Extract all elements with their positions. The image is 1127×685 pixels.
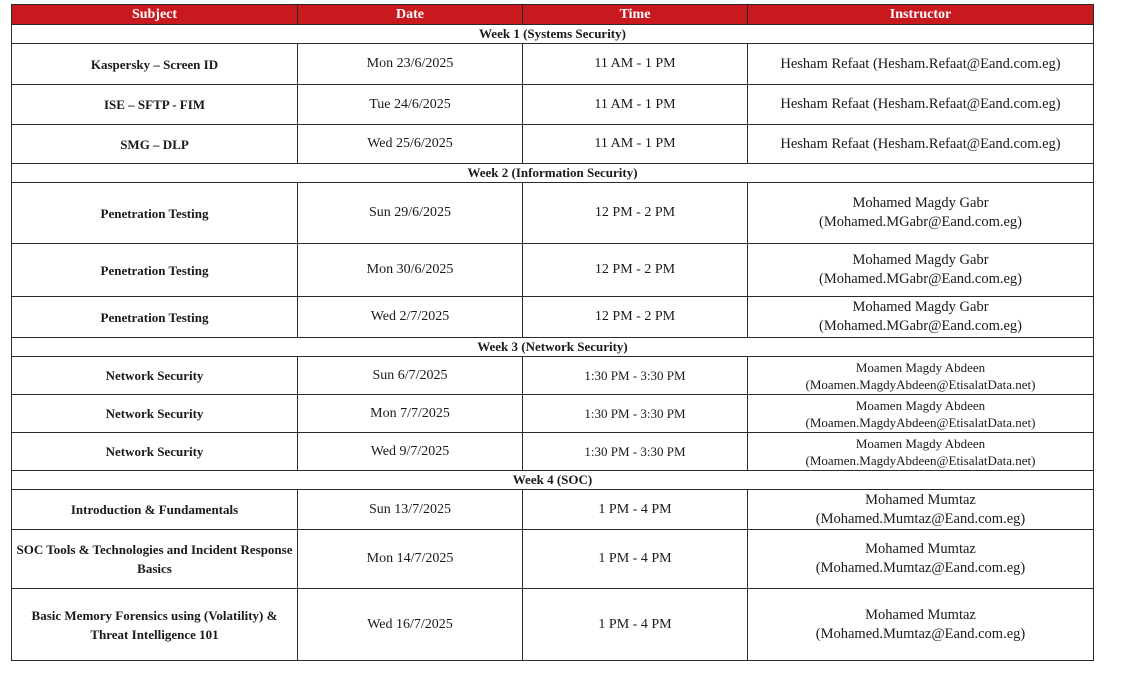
header-row [12,5,1094,25]
table-row [12,395,1094,433]
date-cell: Mon 23/6/2025 [298,44,523,85]
week-header-row [12,338,1094,357]
time-cell: 1 PM - 4 PM [523,530,748,589]
instructor-email: (Mohamed.Mumtaz@Eand.com.eg) [815,625,1026,642]
time-cell: 12 PM - 2 PM [523,297,748,338]
instructor-email: (Mohamed.Mumtaz@Eand.com.eg) [815,510,1026,527]
subject-cell: Introduction & Fundamentals [12,490,298,530]
subject-cell: Network Security [12,357,298,395]
table-row [12,589,1094,661]
instructor-cell: Hesham Refaat (Hesham.Refaat@Eand.com.eg) [748,44,1094,85]
week-title: Week 1 (Systems Security) [12,25,1094,44]
table-row [12,85,1094,125]
subject-cell: SOC Tools & Technologies and Incident Response Basics [12,530,298,589]
date-cell: Sun 6/7/2025 [298,357,523,395]
instructor-name: Mohamed Magdy Gabr [852,252,989,268]
instructor-name: Moamen Magdy Abdeen [855,435,986,451]
week-title: Week 3 (Network Security) [12,338,1094,357]
instructor-name: Mohamed Magdy Gabr [852,299,989,315]
table-row [12,297,1094,338]
time-cell: 1 PM - 4 PM [523,490,748,530]
date-cell: Tue 24/6/2025 [298,85,523,125]
table-row [12,125,1094,164]
instructor-name: Moamen Magdy Abdeen [855,359,986,375]
header-time: Time [523,5,748,25]
time-cell: 12 PM - 2 PM [523,244,748,297]
subject-cell: ISE – SFTP - FIM [12,85,298,125]
instructor-cell [748,357,1094,395]
time-cell: 12 PM - 2 PM [523,183,748,244]
instructor-cell [748,244,1094,297]
date-cell: Wed 16/7/2025 [298,589,523,661]
time-cell: 11 AM - 1 PM [523,85,748,125]
table-row [12,433,1094,471]
table-row [12,490,1094,530]
week-header-row [12,164,1094,183]
header-date: Date [298,5,523,25]
header-subject: Subject [12,5,298,25]
table-row [12,183,1094,244]
date-cell: Wed 2/7/2025 [298,297,523,338]
instructor-cell [748,183,1094,244]
instructor-cell [748,395,1094,433]
date-cell: Mon 30/6/2025 [298,244,523,297]
time-cell: 11 AM - 1 PM [523,125,748,164]
week-title: Week 2 (Information Security) [12,164,1094,183]
instructor-cell: Hesham Refaat (Hesham.Refaat@Eand.com.eg) [748,125,1094,164]
time-cell: 1 PM - 4 PM [523,589,748,661]
instructor-cell: Hesham Refaat (Hesham.Refaat@Eand.com.eg) [748,85,1094,125]
instructor-cell [748,490,1094,530]
subject-cell: SMG – DLP [12,125,298,164]
subject-cell: Penetration Testing [12,244,298,297]
date-cell: Mon 14/7/2025 [298,530,523,589]
instructor-name: Mohamed Mumtaz [865,606,976,623]
week-header-row [12,471,1094,490]
subject-cell: Network Security [12,433,298,471]
instructor-email: (Mohamed.MGabr@Eand.com.eg) [819,214,1022,230]
date-cell: Wed 9/7/2025 [298,433,523,471]
table-row [12,44,1094,85]
table-row [12,244,1094,297]
header-instructor: Instructor [748,5,1094,25]
instructor-cell [748,589,1094,661]
instructor-email: (Mohamed.Mumtaz@Eand.com.eg) [815,560,1026,576]
instructor-email: (Moamen.MagdyAbdeen@EtisalatData.net) [805,376,1036,392]
subject-cell: Penetration Testing [12,183,298,244]
week-title: Week 4 (SOC) [12,471,1094,490]
date-cell: Wed 25/6/2025 [298,125,523,164]
time-cell: 1:30 PM - 3:30 PM [523,433,748,471]
instructor-email: (Mohamed.MGabr@Eand.com.eg) [819,318,1022,334]
table-row [12,357,1094,395]
instructor-name: Mohamed Magdy Gabr [852,195,989,211]
instructor-cell [748,433,1094,471]
table-row [12,530,1094,589]
time-cell: 1:30 PM - 3:30 PM [523,357,748,395]
instructor-cell [748,297,1094,338]
instructor-name: Moamen Magdy Abdeen [855,397,986,413]
instructor-cell [748,530,1094,589]
time-cell: 11 AM - 1 PM [523,44,748,85]
week-header-row [12,25,1094,44]
instructor-email: (Moamen.MagdyAbdeen@EtisalatData.net) [805,452,1036,468]
instructor-email: (Mohamed.MGabr@Eand.com.eg) [819,271,1022,287]
subject-cell: Kaspersky – Screen ID [12,44,298,85]
subject-cell: Network Security [12,395,298,433]
date-cell: Sun 13/7/2025 [298,490,523,530]
date-cell: Sun 29/6/2025 [298,183,523,244]
subject-cell: Basic Memory Forensics using (Volatility) & Threat Intelligence 101 [12,589,298,661]
instructor-name: Mohamed Mumtaz [865,491,976,508]
date-cell: Mon 7/7/2025 [298,395,523,433]
schedule-table [11,4,1094,661]
instructor-email: (Moamen.MagdyAbdeen@EtisalatData.net) [805,414,1036,430]
instructor-name: Mohamed Mumtaz [865,541,976,557]
time-cell: 1:30 PM - 3:30 PM [523,395,748,433]
subject-cell: Penetration Testing [12,297,298,338]
